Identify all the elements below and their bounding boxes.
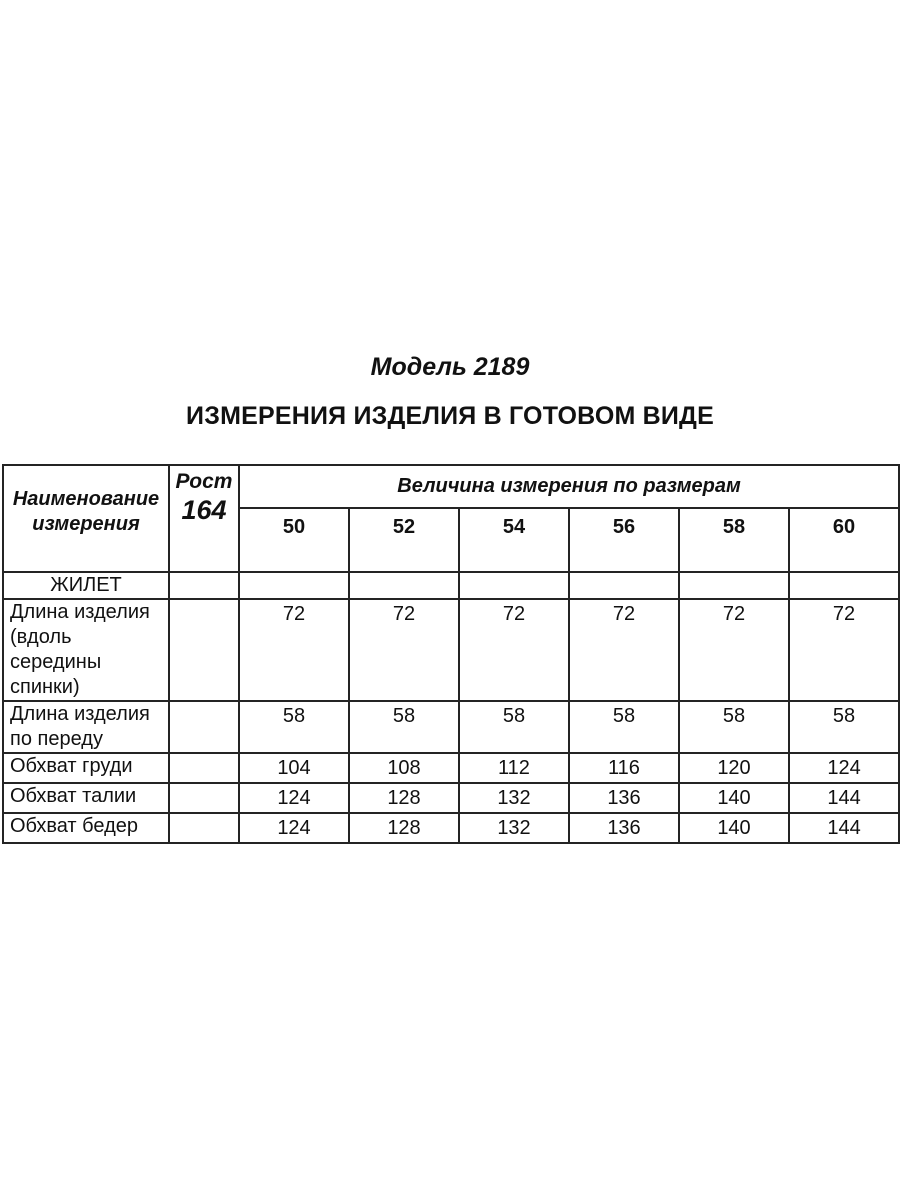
empty-cell (169, 783, 239, 813)
column-header-height (169, 465, 239, 572)
measurement-value: 140 (679, 783, 789, 813)
height-label: Рост (175, 470, 233, 493)
row-label: Обхват бедер (3, 813, 169, 843)
size-header: 60 (789, 508, 899, 572)
table-row (3, 783, 899, 813)
page-title: ИЗМЕРЕНИЯ ИЗДЕЛИЯ В ГОТОВОМ ВИДЕ (186, 402, 714, 430)
size-header: 58 (679, 508, 789, 572)
size-header: 52 (349, 508, 459, 572)
row-label: Длина изделия (вдоль середины спинки) (3, 599, 169, 701)
measurement-value: 132 (459, 813, 569, 843)
empty-cell (169, 813, 239, 843)
column-header-sizes-title: Величина измерения по размерам (239, 465, 899, 508)
measurement-value: 124 (239, 783, 349, 813)
measurement-value: 72 (459, 599, 569, 701)
measurement-value: 58 (459, 701, 569, 753)
empty-cell (169, 701, 239, 753)
measurement-value: 136 (569, 783, 679, 813)
measurement-value: 124 (239, 813, 349, 843)
measurement-value: 108 (349, 753, 459, 783)
measurement-value: 72 (789, 599, 899, 701)
measurement-value: 58 (679, 701, 789, 753)
measurement-value: 132 (459, 783, 569, 813)
measurement-value: 124 (789, 753, 899, 783)
measurement-value: 58 (569, 701, 679, 753)
measurement-value: 58 (239, 701, 349, 753)
measurement-value: 128 (349, 783, 459, 813)
measurement-value: 144 (789, 813, 899, 843)
measurement-value: 140 (679, 813, 789, 843)
section-row-vest (3, 572, 899, 599)
measurement-value: 72 (239, 599, 349, 701)
measurement-value: 104 (239, 753, 349, 783)
size-header: 54 (459, 508, 569, 572)
empty-cell (169, 572, 239, 599)
empty-cell (349, 572, 459, 599)
measurement-value: 58 (789, 701, 899, 753)
empty-cell (569, 572, 679, 599)
row-label: Длина изделия по переду (3, 701, 169, 753)
measurement-value: 116 (569, 753, 679, 783)
measurement-value: 128 (349, 813, 459, 843)
empty-cell (789, 572, 899, 599)
measurement-value: 72 (679, 599, 789, 701)
table-row (3, 753, 899, 783)
row-label: Обхват груди (3, 753, 169, 783)
measurement-value: 58 (349, 701, 459, 753)
size-header: 56 (569, 508, 679, 572)
empty-cell (169, 753, 239, 783)
column-header-measurement-name: Наименование измерения (3, 465, 169, 572)
size-header: 50 (239, 508, 349, 572)
measurement-value: 120 (679, 753, 789, 783)
header-row-top (3, 465, 899, 508)
empty-cell (679, 572, 789, 599)
measurement-value: 72 (569, 599, 679, 701)
empty-cell (239, 572, 349, 599)
table-row (3, 813, 899, 843)
measurement-value: 136 (569, 813, 679, 843)
empty-cell (459, 572, 569, 599)
measurement-value: 112 (459, 753, 569, 783)
table-row (3, 599, 899, 701)
empty-cell (169, 599, 239, 701)
height-value: 164 (181, 495, 227, 525)
model-title: Модель 2189 (370, 353, 530, 381)
row-label: Обхват талии (3, 783, 169, 813)
section-label: ЖИЛЕТ (3, 572, 169, 599)
measurement-value: 72 (349, 599, 459, 701)
measurement-value: 144 (789, 783, 899, 813)
table-row (3, 701, 899, 753)
measurements-table (2, 464, 900, 844)
